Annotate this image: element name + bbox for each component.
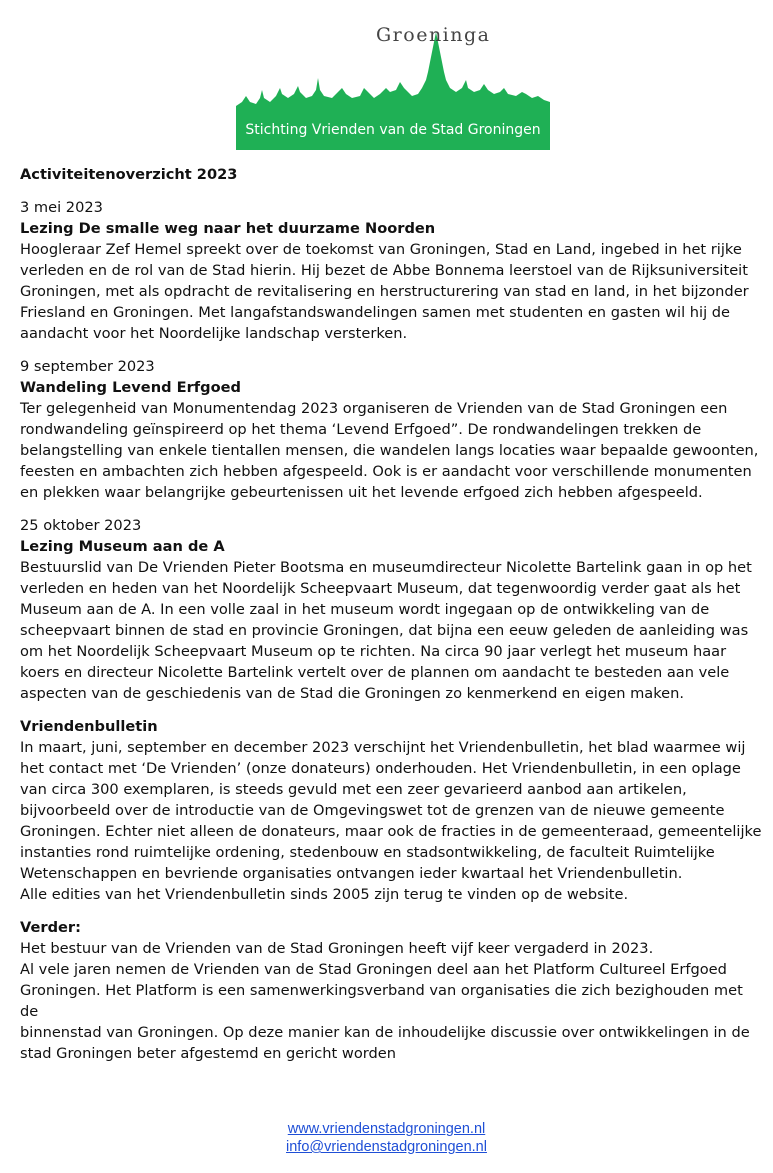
- event-section: [20, 356, 765, 503]
- verder-section: [20, 917, 765, 1064]
- event-heading: Lezing Museum aan de A: [20, 538, 225, 555]
- text-line: stad Groningen beter afgestemd en gericht worden: [20, 1045, 396, 1062]
- text-line: het contact met ‘De Vrienden’ (onze donateurs) onderhouden. Het Vriendenbulletin, in een oplage: [20, 760, 741, 777]
- text-line: instanties rond ruimtelijke ordening, stedenbouw en stadsontwikkeling, de faculteit Ruimtelijke: [20, 844, 715, 861]
- text-line: aspecten van de geschiedenis van de Stad die Groningen zo kenmerkend en eigen maken.: [20, 685, 685, 702]
- text-line: belangstelling van enkele tientallen mensen, die wandelen langs locaties waar bepaalde gewoonten,: [20, 442, 759, 459]
- text-line: om het Noordelijk Scheepvaart Museum op te richten. Na circa 90 jaar verlegt het museum haar: [20, 643, 727, 660]
- website-link[interactable]: www.vriendenstadgroningen.nl: [287, 1121, 486, 1137]
- event-date: 3 mei 2023: [20, 199, 103, 216]
- event-heading: Wandeling Levend Erfgoed: [20, 379, 241, 396]
- text-line: Groningen, met als opdracht de revitalisering en herstructurering van stad en land, in het bijzonder: [20, 283, 749, 300]
- text-line: bijvoorbeeld over de introductie van de Omgevingswet tot de grenzen van de nieuwe gemeente: [20, 802, 725, 819]
- text-line: aandacht voor het Noordelijke landschap versterken.: [20, 325, 408, 342]
- text-line: en plekken waar belangrijke gebeurtenissen uit het levende erfgoed zich hebben afgespeeld.: [20, 484, 703, 501]
- event-section: [20, 197, 765, 344]
- document-body: [20, 164, 765, 1064]
- text-line: binnenstad van Groningen. Op deze manier kan de inhoudelijke discussie over ontwikkelingen in de: [20, 1024, 750, 1041]
- text-line: feesten en ambachten zich hebben afgespeeld. Ook is er aandacht voor verschillende monumenten: [20, 463, 752, 480]
- text-line: Wetenschappen en bevriende organisaties ontvangen ieder kwartaal het Vriendenbulletin.: [20, 865, 683, 882]
- text-line: verleden en heden van het Noordelijk Scheepvaart Museum, dat tegenwoordig verder gaat als het: [20, 580, 741, 597]
- logo-wordmark: Groeninga: [376, 24, 491, 46]
- text-line: Het bestuur van de Vrienden van de Stad Groningen heeft vijf keer vergaderd in 2023.: [20, 940, 654, 957]
- logo-subtitle: Stichting Vrienden van de Stad Groningen: [245, 122, 541, 138]
- text-line: In maart, juni, september en december 2023 verschijnt het Vriendenbulletin, het blad waarmee wij: [20, 739, 746, 756]
- text-line: Friesland en Groningen. Met langafstandswandelingen samen met studenten en gasten wil hij de: [20, 304, 731, 321]
- event-date: 9 september 2023: [20, 358, 155, 375]
- text-line: Groningen. Het Platform is een samenwerkingsverband van organisaties die zich bezighouden met de: [20, 982, 743, 1020]
- text-line: Hoogleraar Zef Hemel spreekt over de toekomst van Groningen, Stad en Land, ingebed in het rijke: [20, 241, 742, 258]
- event-section: [20, 515, 765, 704]
- text-line: Bestuurslid van De Vrienden Pieter Bootsma en museumdirecteur Nicolette Bartelink gaan in op het: [20, 559, 752, 576]
- text-line: Museum aan de A. In een volle zaal in het museum wordt ingegaan op de ontwikkeling van de: [20, 601, 710, 618]
- verder-heading: Verder:: [20, 919, 81, 936]
- text-line: scheepvaart binnen de stad en provincie Groningen, dat bijna een eeuw geleden de aanleiding was: [20, 622, 749, 639]
- event-heading: Lezing De smalle weg naar het duurzame Noorden: [20, 220, 436, 237]
- text-line: rondwandeling geïnspireerd op het thema ‘Levend Erfgoed”. De rondwandelingen trekken de: [20, 421, 702, 438]
- text-line: Al vele jaren nemen de Vrienden van de Stad Groningen deel aan het Platform Cultureel Erfgoed: [20, 961, 727, 978]
- bulletin-heading: Vriendenbulletin: [20, 718, 158, 735]
- footer: [0, 1120, 773, 1156]
- email-link[interactable]: info@vriendenstadgroningen.nl: [286, 1139, 487, 1155]
- text-line: Ter gelegenheid van Monumentendag 2023 organiseren de Vrienden van de Stad Groningen een: [20, 400, 728, 417]
- text-line: verleden en de rol van de Stad hierin. Hij bezet de Abbe Bonnema leerstoel van de Rijksuniversiteit: [20, 262, 748, 279]
- logo: [236, 18, 550, 150]
- text-line: koers en directeur Nicolette Bartelink vertelt over de plannen om aandacht te besteden aan vele: [20, 664, 730, 681]
- text-line: van circa 300 exemplaren, is steeds gevuld met een zeer gevarieerd aanbod aan artikelen,: [20, 781, 687, 798]
- bulletin-section: [20, 716, 765, 905]
- document-title: Activiteitenoverzicht 2023: [20, 166, 238, 183]
- event-date: 25 oktober 2023: [20, 517, 142, 534]
- text-line: Alle edities van het Vriendenbulletin sinds 2005 zijn terug te vinden op de website.: [20, 886, 629, 903]
- text-line: Groningen. Echter niet alleen de donateurs, maar ook de fracties in de gemeenteraad, gemeentelijke: [20, 823, 762, 840]
